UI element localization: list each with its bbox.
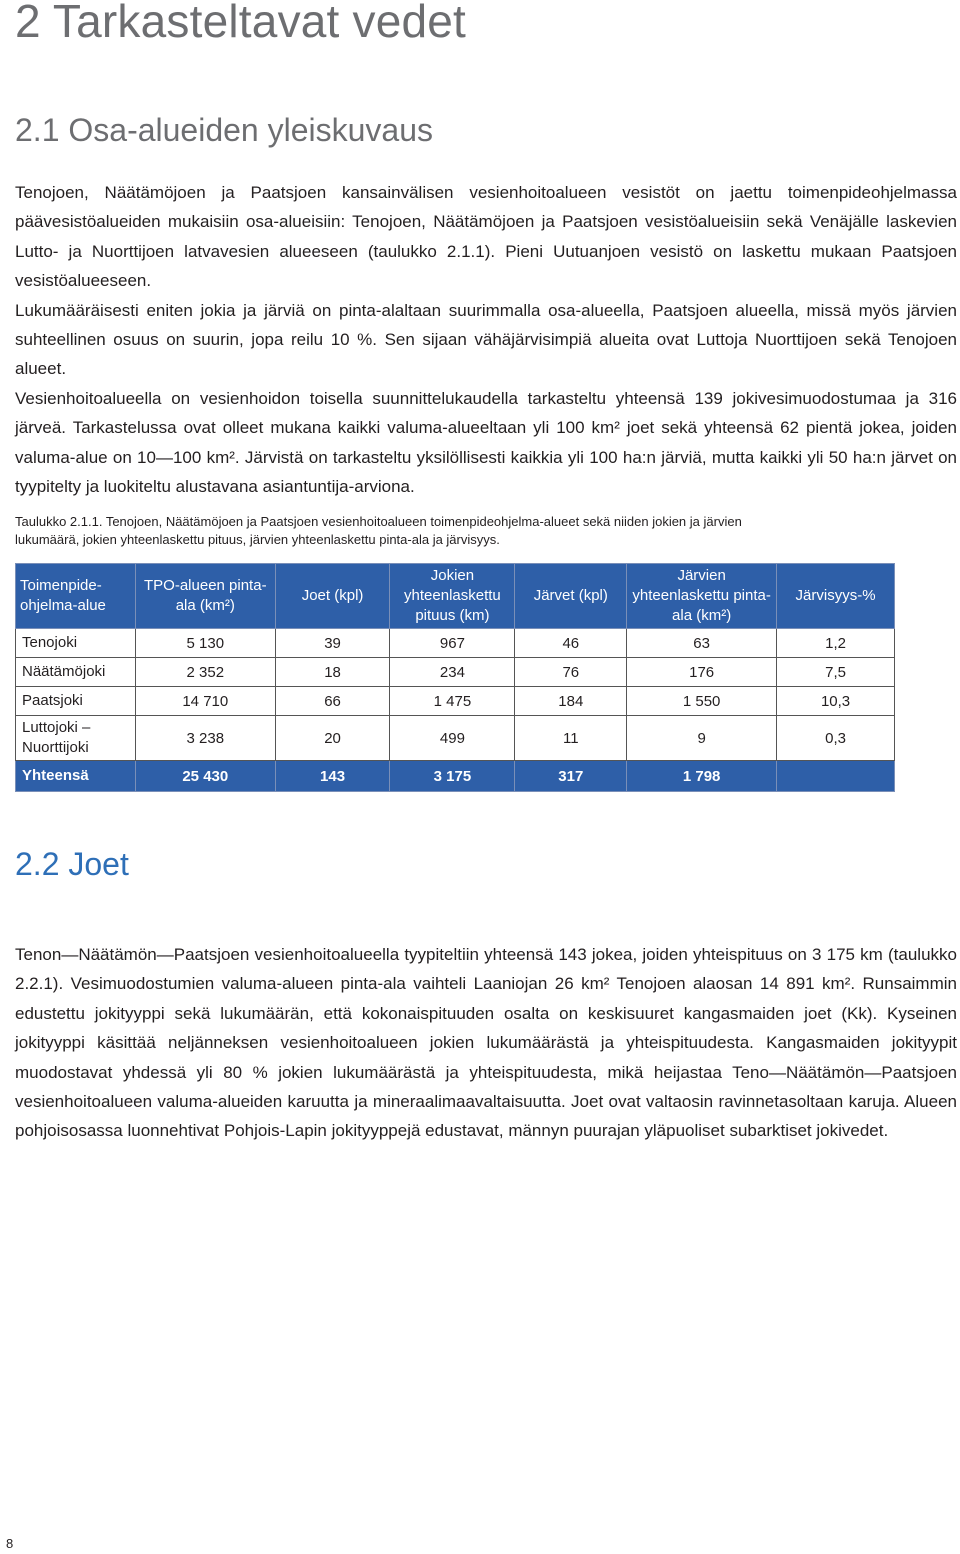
table-cell: 3 175 [390, 761, 515, 792]
table-cell: 14 710 [135, 687, 275, 716]
table-cell: 1 798 [627, 761, 777, 792]
table-cell: 76 [515, 658, 627, 687]
table-cell: Paatsjoki [16, 687, 136, 716]
paragraph: Tenon—Näätämön—Paatsjoen vesienhoitoalueella tyypiteltiin yhteensä 143 jokea, joiden yhteispituus on 3 175 km (taulukko 2.2.1). Vesimuodostumien valuma-alueen pinta-ala vaihteli Laaniojan 26 km² Tenojoen alaosan 14 891 km². Runsaimmin edustettu jokityyppi sekä lukumäärän, että kokonaispituuden osalta on keskisuuret kangasmaiden joet (Kk). Kyseinen jokityyppi käsittää neljänneksen vesienhoitoalueen jokien lukumäärästä ja yhteispituudesta. Kangasmaiden jokityypit muodostavat yhdessä yli 80 % jokien lukumäärästä ja yhteispituudesta, mikä heijastaa Teno—Näätämön—Paatsjoen vesienhoitoalueen valuma-alueiden karuutta ja mineraalimaavaltaisuutta. Joet ovat valtaosin ravinnetasoltaan karuja. Alueen pohjoisosassa luonnehtivat Pohjois-Lapin jokityyppejä edustavat, männyn puurajan yläpuoliset subarktiset jokivedet. [15, 945, 957, 1141]
table-cell: 66 [275, 687, 390, 716]
table-total-row [16, 761, 895, 792]
caption-line: lukumäärä, jokien yhteenlaskettu pituus, järvien yhteenlaskettu pinta-ala ja järvisyys. [15, 532, 500, 547]
section-title-2-2: 2.2 Joet [15, 846, 129, 882]
table-cell: 184 [515, 687, 627, 716]
section-2-2-text [15, 940, 957, 1146]
table-cell: 176 [627, 658, 777, 687]
table-cell: 39 [275, 629, 390, 658]
table-cell: 7,5 [777, 658, 895, 687]
section-2-1-text [15, 178, 957, 501]
table-cell: Yhteensä [16, 761, 136, 792]
table-cell: 46 [515, 629, 627, 658]
table-cell: 1 550 [627, 687, 777, 716]
table-row [16, 687, 895, 716]
chapter-title: 2 Tarkasteltavat vedet [15, 0, 467, 47]
table-cell: 234 [390, 658, 515, 687]
header-cell: Joet (kpl) [275, 564, 390, 629]
header-cell: TPO-alueen pinta-ala (km²) [135, 564, 275, 629]
paragraph: Lukumääräisesti eniten jokia ja järviä on pinta-alaltaan suurimmalla osa-alueella, Paatsjoen alueella, missä myös järvien suhteellinen osuus on suurin, jopa reilu 10 %. Sen sijaan vähäjärvisimpiä alueita ovat Luttoja Nuorttijoen sekä Tenojoen alueet. [15, 300, 957, 379]
table-cell: Tenojoki [16, 629, 136, 658]
table-cell: 5 130 [135, 629, 275, 658]
header-cell: Jokien yhteenlaskettu pituus (km) [390, 564, 515, 629]
table-cell: 11 [515, 716, 627, 761]
table-cell: 143 [275, 761, 390, 792]
table-header-row [16, 564, 895, 629]
table-cell: 0,3 [777, 716, 895, 761]
table-cell: 18 [275, 658, 390, 687]
summary-table [15, 563, 895, 792]
table-cell: 967 [390, 629, 515, 658]
table-cell: Luttojoki – Nuorttijoki [16, 716, 136, 761]
table-cell: Näätämöjoki [16, 658, 136, 687]
table-cell: 317 [515, 761, 627, 792]
table-cell: 3 238 [135, 716, 275, 761]
header-cell: Järvisyys-% [777, 564, 895, 629]
header-cell: Toimenpide-ohjelma-alue [16, 564, 136, 629]
table-row [16, 629, 895, 658]
table-cell [777, 761, 895, 792]
paragraph: Vesienhoitoalueella on vesienhoidon toisella suunnittelukaudella tarkasteltu yhteensä 139 jokivesimuodostumaa ja 316 järveä. Tarkastelussa ovat olleet mukana kaikki valuma-alueeltaan yli 100 km² joet sekä yhteensä 62 pientä jokea, joiden valuma-alue on 10—100 km². Järvistä on tarkasteltu yksilöllisesti kaikkia yli 100 ha:n järviä, mutta kaikki yli 50 ha:n järvet on tyypitelty ja luokiteltu alustavana asiantuntija-arviona. [15, 388, 957, 497]
table-caption [15, 513, 957, 549]
table-cell: 20 [275, 716, 390, 761]
table-cell: 499 [390, 716, 515, 761]
page-number: 8 [6, 1536, 14, 1551]
table-row [16, 658, 895, 687]
table-cell: 9 [627, 716, 777, 761]
table-cell: 2 352 [135, 658, 275, 687]
header-cell: Järvet (kpl) [515, 564, 627, 629]
table-row [16, 716, 895, 761]
table-cell: 1,2 [777, 629, 895, 658]
paragraph: Tenojoen, Näätämöjoen ja Paatsjoen kansainvälisen vesienhoitoalueen vesistöt on jaettu toimenpideohjelmassa päävesistöalueiden mukaisiin osa-alueisiin: Tenojoen, Näätämöjoen ja Paatsjoen vesistöalueisiin sekä Venäjälle laskevien Lutto- ja Nuorttijoen latvavesien alueeseen (taulukko 2.1.1). Pieni Uutuanjoen vesistö on laskettu mukaan Paatsjoen vesistöalueeseen. [15, 183, 957, 291]
table-cell: 63 [627, 629, 777, 658]
table-cell: 25 430 [135, 761, 275, 792]
table-cell: 1 475 [390, 687, 515, 716]
table-cell: 10,3 [777, 687, 895, 716]
section-title-2-1: 2.1 Osa-alueiden yleiskuvaus [15, 112, 434, 148]
caption-line: Taulukko 2.1.1. Tenojoen, Näätämöjoen ja Paatsjoen vesienhoitoalueen toimenpideohjelma-alueet sekä niiden jokien ja järvien [15, 514, 742, 529]
header-cell: Järvien yhteenlaskettu pinta-ala (km²) [627, 564, 777, 629]
